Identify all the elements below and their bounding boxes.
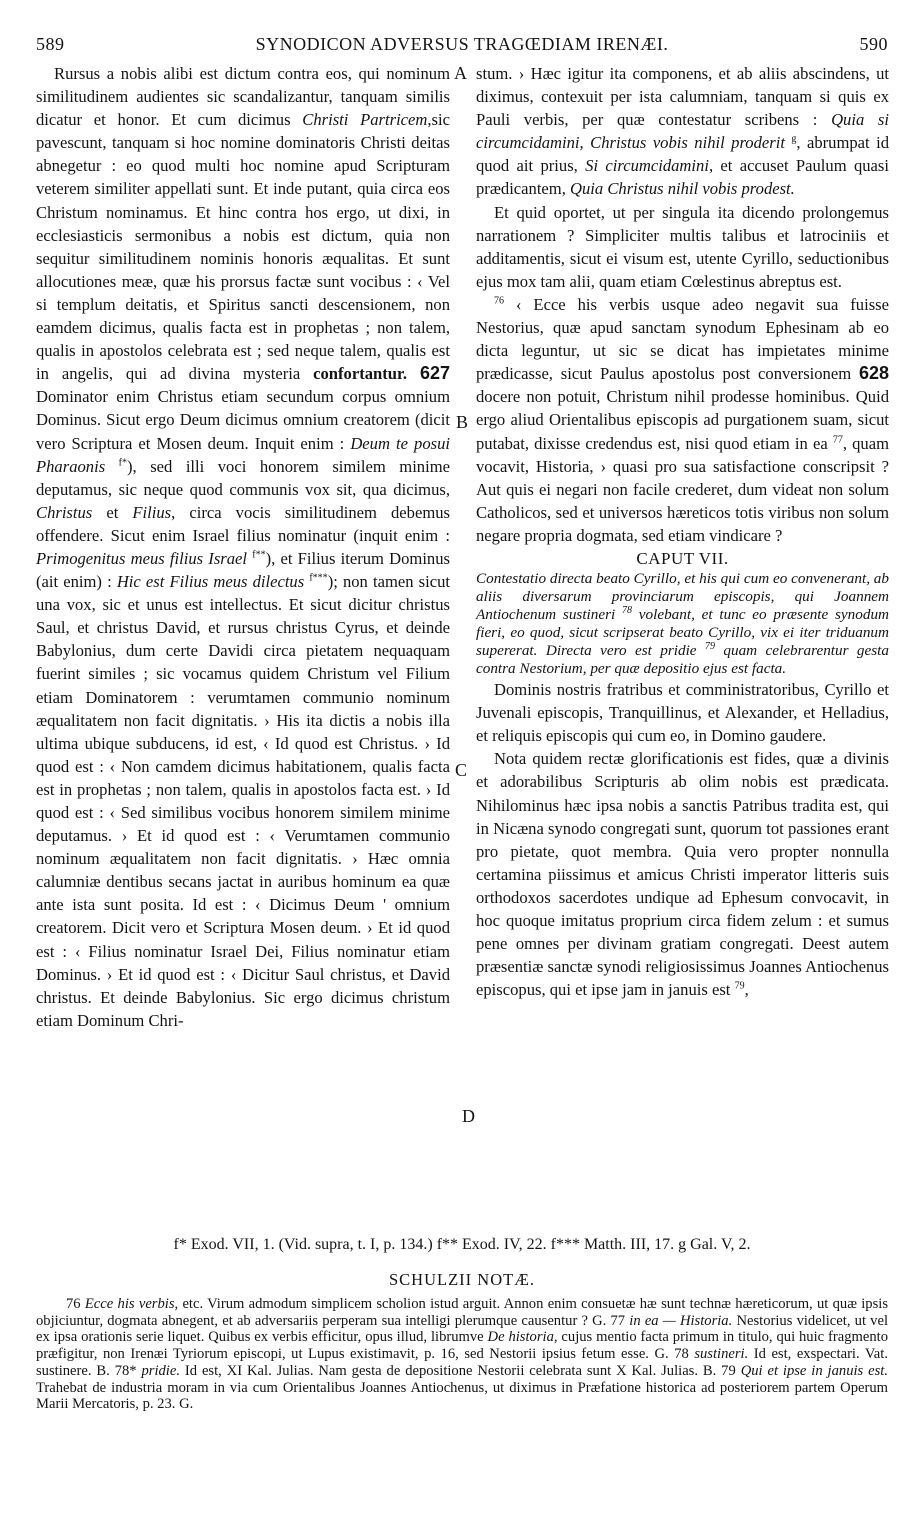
footnote-ref: f**	[252, 549, 266, 561]
page-number-left: 589	[36, 34, 65, 54]
chapter-summary: Contestatio directa beato Cyrillo, et his qui cum eo convenerant, ab aliis diversarum provinciarum episcopis, qui Joannem Antiochenum sustineri $^{78}$ volebant, et tunc eo præsente synodum fieri, eo quod, sicut scripserat beato Cyrillo, vix ei iter triduanum supererat. Directa vero est pridie $^{79}$ quam celebrarentur gesta contra Nestorium, per quæ depositio ejus est facta.	[476, 570, 890, 678]
notes-section	[36, 1296, 888, 1413]
column-number: 628	[858, 363, 889, 384]
notes-text: 76 Ecce his verbis, etc. Virum admodum simplicem scholion istud arguit. Annon enim consuetæ hæ sunt technæ hæreticorum, ut quæ ipsis objiciuntur, dogmata abnegent, et ab adversariis perperam sua intelligi plerumque causentur ? G. 77 in ea — Historia. Nestorius videlicet, ut vel ex ipsa orationis serie liquet. Quibus ex verbis efficitur, opus illud, librumve De historia, cujus mentio facta primum in titulo, qui huic fragmento præfigitur, non Irenæi Tyriorum episcopi, ut Lupus existimavit, p. 16, sed Nestorii ipsius fetum esse. G. 78 sustineri. Id est, exspectari. Vat. sustinere. B. 78* pridie. Id est, XI Kal. Julias. Nam gesta de depositione Nestorii celebrata sunt X Kal. Julias. B. 79 Qui et ipse in januis est. Trahebat de industria moram in via cum Orientalibus Joannes Antiochenus, ut diximus in Præfatione historica ad posteriorem partem Operum Marii Mercatoris, p. 23. G.	[36, 1296, 889, 1413]
right-column	[476, 62, 889, 1001]
note-ref: 76	[494, 295, 504, 307]
right-paragraph-5: Nota quidem rectæ glorificationis est fides, quæ a divinis et adorabilibus Scripturis ab olim nobis est prædicata. Nihilominus hæc ipsa nobis a sanctis Patribus tradita est, qui in Nicæna synodo congregati sunt, quorum tot passiones erant pro pietate, quot membra. Quia vero propter nonnulla certamina piissimus et amicus Christi imperator litteris suis orthodoxos sacerdotes undique ad Ephesum convocavit, in hoc quoque imitatus proprium circa fidem zelum : et sumus pene omnes per divinam gratiam congregati. Deest autem præsentiæ sanctæ synodi religiosissimus Joannes Antiochenus episcopus, qui et ipse jam in januis est $^{79}$,	[476, 749, 889, 1000]
right-paragraph-4: Dominis nostris fratribus et comministratoribus, Cyrillo et Juvenali episcopis, Tranquillinus, et Alexander, et Helladius, et reliquis episcopis qui cum eo, in Domino gaudere.	[476, 680, 889, 746]
margin-marker-d: D	[462, 1106, 475, 1126]
page-header	[36, 34, 888, 60]
footnote-ref: f*	[118, 457, 128, 469]
margin-marker-a: A	[454, 63, 467, 83]
right-paragraph-2: Et quid oportet, ut per singula ita dicendo prolongemus narrationem ? Simpliciter multis talibus et latrociniis et additamentis, sicut ei visum est, utente Cyrillo, seductionibus ejus mox tam alii, quam etiam Cœlestinus abreptus est.	[476, 202, 889, 291]
page-number-right: 590	[859, 34, 888, 54]
margin-marker-b: B	[456, 412, 469, 432]
notes-title: SCHULZII NOTÆ.	[389, 1270, 535, 1289]
note-ref: 79	[704, 641, 715, 652]
column-number: 627	[419, 363, 450, 384]
right-paragraph-1: stum. › Hæc igitur ita componens, et ab aliis abscindens, ut diximus, contexuit per ista calumniam, tanquam si quis ex Pauli verbis, per quæ contestatur scribens : Quia si circumcidamini, Christus vobis nihil proderit $^g$, abrumpat id quod ait prius, Si circumcidamini, et accuset Paulum quasi prædicantem, Quia Christus nihil vobis prodest.	[476, 64, 889, 199]
footnote-ref: f***	[309, 572, 328, 584]
left-column	[36, 62, 450, 1032]
note-ref: 77	[832, 433, 843, 445]
note-ref: 78	[622, 605, 633, 616]
chapter-heading: CAPUT VII.	[636, 548, 729, 568]
right-paragraph-3: $^{76}$ ‹ Ecce his verbis usque adeo negavit sua fuisse Nestorius, quæ apud sanctam synodum Ephesinam ab eo dicta leguntur, ut sic se dicat has impietates minime prædicasse, sicut Paulus apostolus post conversionem 628 docere non potuit, Christum nihil prodesse hominibus. Quid ergo aliud Orientalibus episcopis ad purgationem suam, sicut putabat, dixisse credendus est, nisi quod etiam in ea $^{77}$, quam vocavit, Historia, › quasi pro sua satisfactione conscripsit ? Aut quis ei negari non facile crederet, dum videat non solum Catholicos, sed et universos hæreticos totis viribus non solum negare propria dogmata, sed etiam vindicare ?	[476, 294, 889, 545]
left-paragraph: Rursus a nobis alibi est dictum contra eos, qui nominum similitudinem audientes sic scandalizantur, tanquam similis dicatur et honor. Et cum dicimus Christi Partricem,sic pavescunt, tanquam si hoc nomine dominatoris Christi deitas abnegetur : eo quod multi hoc nomine apud Scripturam veterem similiter appellati sunt. Et inde putant, quia circa eos Christum nominamus. Et hinc contra hos ergo, ut dixi, in ecclesiasticis sermonibus a nobis est dictum, quia non sequitur similitudinem nominis honoris æqualitas. Et sunt allocutiones meæ, quæ his prorsus factæ sunt vocibus : ‹ Vel si templum deitatis, et Spiritus sancti descensionem, non eamdem dicimus, qualis facta est in prophetas ; non talem, qualis in apostolos celebrata est ; sed neque talem, qualis est in angelis, qui ad divina mysteria confortantur. 627 Dominator enim Christus etiam secundum corpus omnium Dominus. Sicut ergo Deum dicimus omnium creatorem (dicit vero Scriptura et Mosen deum. Inquit enim : Deum te posui Pharaonis $^{f*}$), sed illi voci honorem similem minime deputamus, sic neque quod communis vox sit, qua dicimus, Christus et Filius, circa vocis similitudinem debemus offendere. Sicut enim Israel filius nominatur (inquit enim : Primogenitus meus filius Israel $^{f**}$), et Filius iterum Dominus (ait enim) : Hic est Filius meus dilectus $^{f***}$); non tamen sicut una vox, sic et unus est intellectus. Et sicut dicitur christus Saul, et christus David, et rursus christus Cyrus, et deinde Babylonius, dum certe Davidi circa pietatem nequaquam fuerint similes ; sic vocamus quidem Christum vel Filium etiam Dominatorem : verumtamen communio nominum æqualitatem non facit dignitatis. › His ita dictis a nobis illa ultima ubique subducens, id est, ‹ Id quod est Christus. › Id quod est : ‹ Non camdem dicimus habitationem, qualis facta est in prophetas ; non talem, qualis in apostolos facta est. › Id quod est : ‹ Sed similibus vocibus honorem similem minime deputamus. › Et id quod est : ‹ Verumtamen communio nominum æqualitatem non facit dignitatis. › Hæc omnia calumniæ dentibus secans jactat in auribus hominum ea quæ ante ista sunt posita. Id est : ‹ Dicimus Deum ' omnium creatorem. Dicit vero et Scriptura Mosen deum. › Et id quod est : ‹ Filius nominatur Israel Dei, Filius nominatur etiam Dominus. › Et id quod est : ‹ Dicitur Saul christus, et David christus. Et deinde Babylonius. Sic ergo dicimus christum etiam Dominum Chri-	[36, 64, 450, 1030]
note-ref: 79	[734, 980, 745, 992]
margin-marker-c: C	[455, 760, 468, 780]
running-title: SYNODICON ADVERSUS TRAGŒDIAM IRENÆI.	[255, 34, 669, 54]
footnote-ref: g	[791, 133, 797, 145]
footnote-line: f* Exod. VII, 1. (Vid. supra, t. I, p. 134.) f** Exod. IV, 22. f*** Matth. III, 17. g Gal. V, 2.	[173, 1236, 751, 1253]
